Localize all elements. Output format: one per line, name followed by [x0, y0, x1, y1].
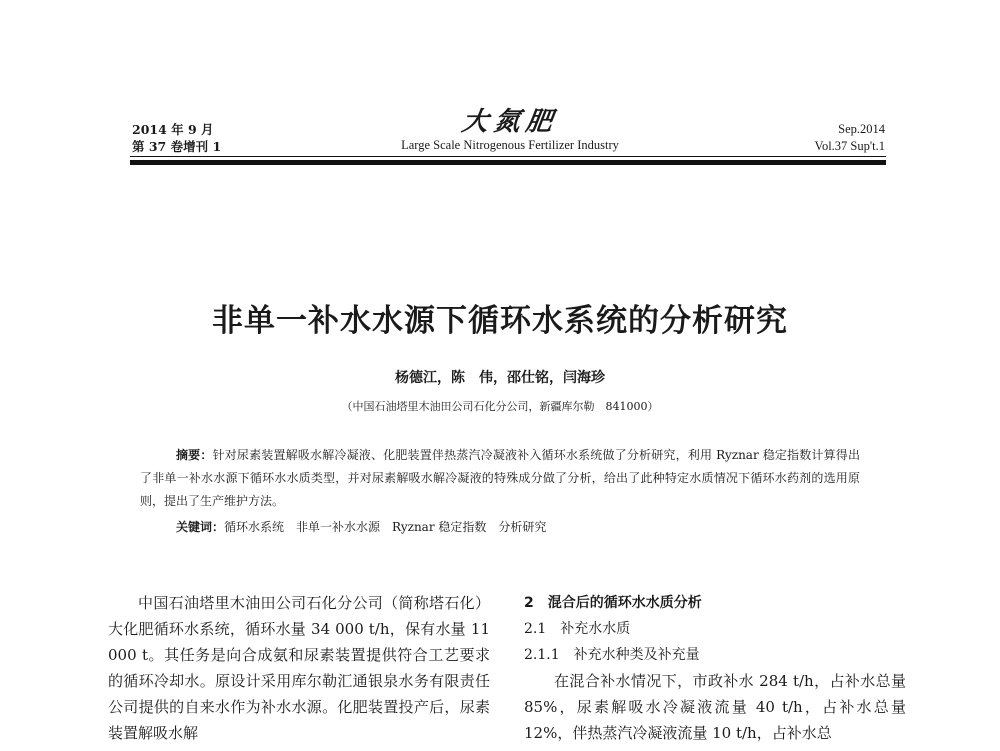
section-heading: 2 混合后的循环水水质分析: [524, 595, 702, 611]
abstract-label: 摘要：: [176, 448, 213, 462]
issue-date-en: Sep.2014: [838, 122, 885, 136]
header-rule-thick: [130, 160, 886, 165]
header-center: [370, 108, 650, 153]
body-column-left: [108, 590, 490, 746]
body-column-right: [524, 590, 906, 746]
abstract-text: 针对尿素装置解吸水解冷凝液、化肥装置伴热蒸汽冷凝液补入循环水系统做了分析研究，利用 Ryznar 稳定指数计算得出了非单一补水水源下循环水水质类型，并对尿素解吸水解冷凝液的特殊成分做了分析，给出了此种特定水质情况下循环水药剂的选用原则，提出了生产维护方法。: [140, 448, 860, 508]
subsubsection-heading: 2.1.1 补充水种类及补充量: [524, 647, 700, 663]
journal-logo: 大氮肥: [459, 107, 561, 137]
header-left: [132, 121, 221, 155]
header-rule-thin: [130, 156, 886, 157]
keywords-text: 循环水系统 非单一补水水源 Ryznar 稳定指数 分析研究: [224, 520, 547, 534]
article-title: 非单一补水水源下循环水系统的分析研究: [212, 303, 788, 339]
issue-date: 2014 年 9 月: [132, 122, 214, 137]
article-affiliation: （中国石油塔里木油田公司石化分公司，新疆库尔勒 841000）: [341, 400, 659, 413]
issue-volume-en: Vol.37 Sup't.1: [814, 139, 885, 153]
subsection-heading: 2.1 补充水水质: [524, 621, 631, 637]
issue-volume: 第 37 卷增刊 1: [132, 139, 222, 154]
abstract: [140, 444, 860, 513]
body-paragraph: 中国石油塔里木油田公司石化分公司（简称塔石化）大化肥循环水系统，循环水量 34 000 t/h，保有水量 11 000 t。其任务是向合成氨和尿素装置提供符合工艺要求的循环冷却水。原设计采用库尔勒汇通银泉水务有限责任公司提供的自来水作为补水水源。化肥装置投产后，尿素装置解吸水解: [108, 594, 490, 742]
header-right: [815, 121, 885, 155]
body-paragraph: 在混合补水情况下，市政补水 284 t/h，占补水总量 85%，尿素解吸水冷凝液流量 40 t/h，占补水总量 12%，伴热蒸汽冷凝液流量 10 t/h，占补水总: [524, 672, 906, 742]
article-authors: 杨德江，陈 伟，邵仕铭，闫海珍: [395, 370, 605, 386]
keywords: [176, 516, 546, 539]
journal-english-name: Large Scale Nitrogenous Fertilizer Industry: [401, 138, 619, 152]
keywords-label: 关键词：: [176, 520, 225, 534]
